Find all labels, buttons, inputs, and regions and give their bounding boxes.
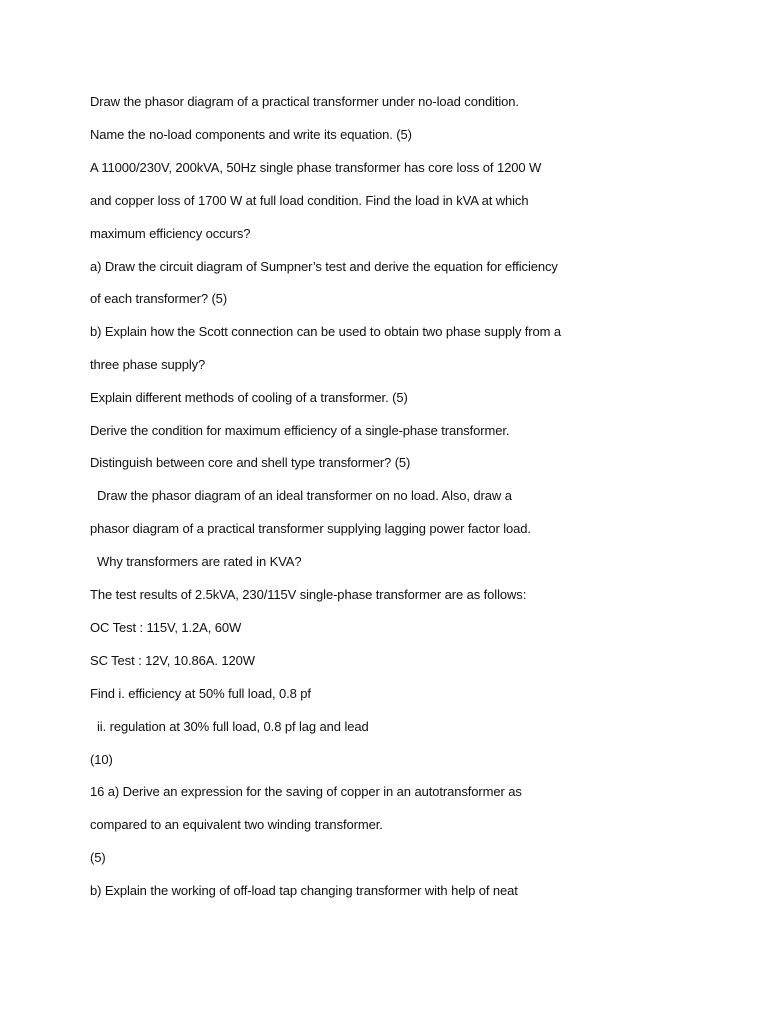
text-line: The test results of 2.5kVA, 230/115V single-phase transformer are as follows: xyxy=(90,587,527,602)
text-line: Name the no-load components and write its equation. (5) xyxy=(90,127,412,142)
text-line: Draw the phasor diagram of a practical transformer under no-load condition. xyxy=(90,94,519,109)
text-line: Explain different methods of cooling of a transformer. (5) xyxy=(90,390,408,405)
text-line: ii. regulation at 30% full load, 0.8 pf lag and lead xyxy=(90,719,369,734)
text-line: (10) xyxy=(90,752,113,767)
text-line: b) Explain how the Scott connection can be used to obtain two phase supply from a xyxy=(90,324,562,339)
text-line: three phase supply? xyxy=(90,357,206,372)
text-line: Distinguish between core and shell type transformer? (5) xyxy=(90,455,411,470)
text-line: Draw the phasor diagram of an ideal transformer on no load. Also, draw a xyxy=(90,488,512,503)
text-line: A 11000/230V, 200kVA, 50Hz single phase transformer has core loss of 1200 W xyxy=(90,160,542,175)
text-line: phasor diagram of a practical transformer supplying lagging power factor load. xyxy=(90,521,531,536)
text-line: maximum efficiency occurs? xyxy=(90,226,251,241)
text-line: OC Test : 115V, 1.2A, 60W xyxy=(90,620,242,635)
text-line: Derive the condition for maximum efficiency of a single-phase transformer. xyxy=(90,423,510,438)
text-line: Find i. efficiency at 50% full load, 0.8 pf xyxy=(90,686,311,701)
text-line: and copper loss of 1700 W at full load condition. Find the load in kVA at which xyxy=(90,193,529,208)
text-line: 16 a) Derive an expression for the saving of copper in an autotransformer as xyxy=(90,784,522,799)
text-line: (5) xyxy=(90,850,106,865)
text-line: Why transformers are rated in KVA? xyxy=(90,554,302,569)
text-line: a) Draw the circuit diagram of Sumpner’s test and derive the equation for efficiency xyxy=(90,259,558,274)
text-line: SC Test : 12V, 10.86A. 120W xyxy=(90,653,255,668)
text-line: of each transformer? (5) xyxy=(90,291,228,306)
text-line: compared to an equivalent two winding transformer. xyxy=(90,817,383,832)
text-line: b) Explain the working of off-load tap changing transformer with help of neat xyxy=(90,883,518,898)
